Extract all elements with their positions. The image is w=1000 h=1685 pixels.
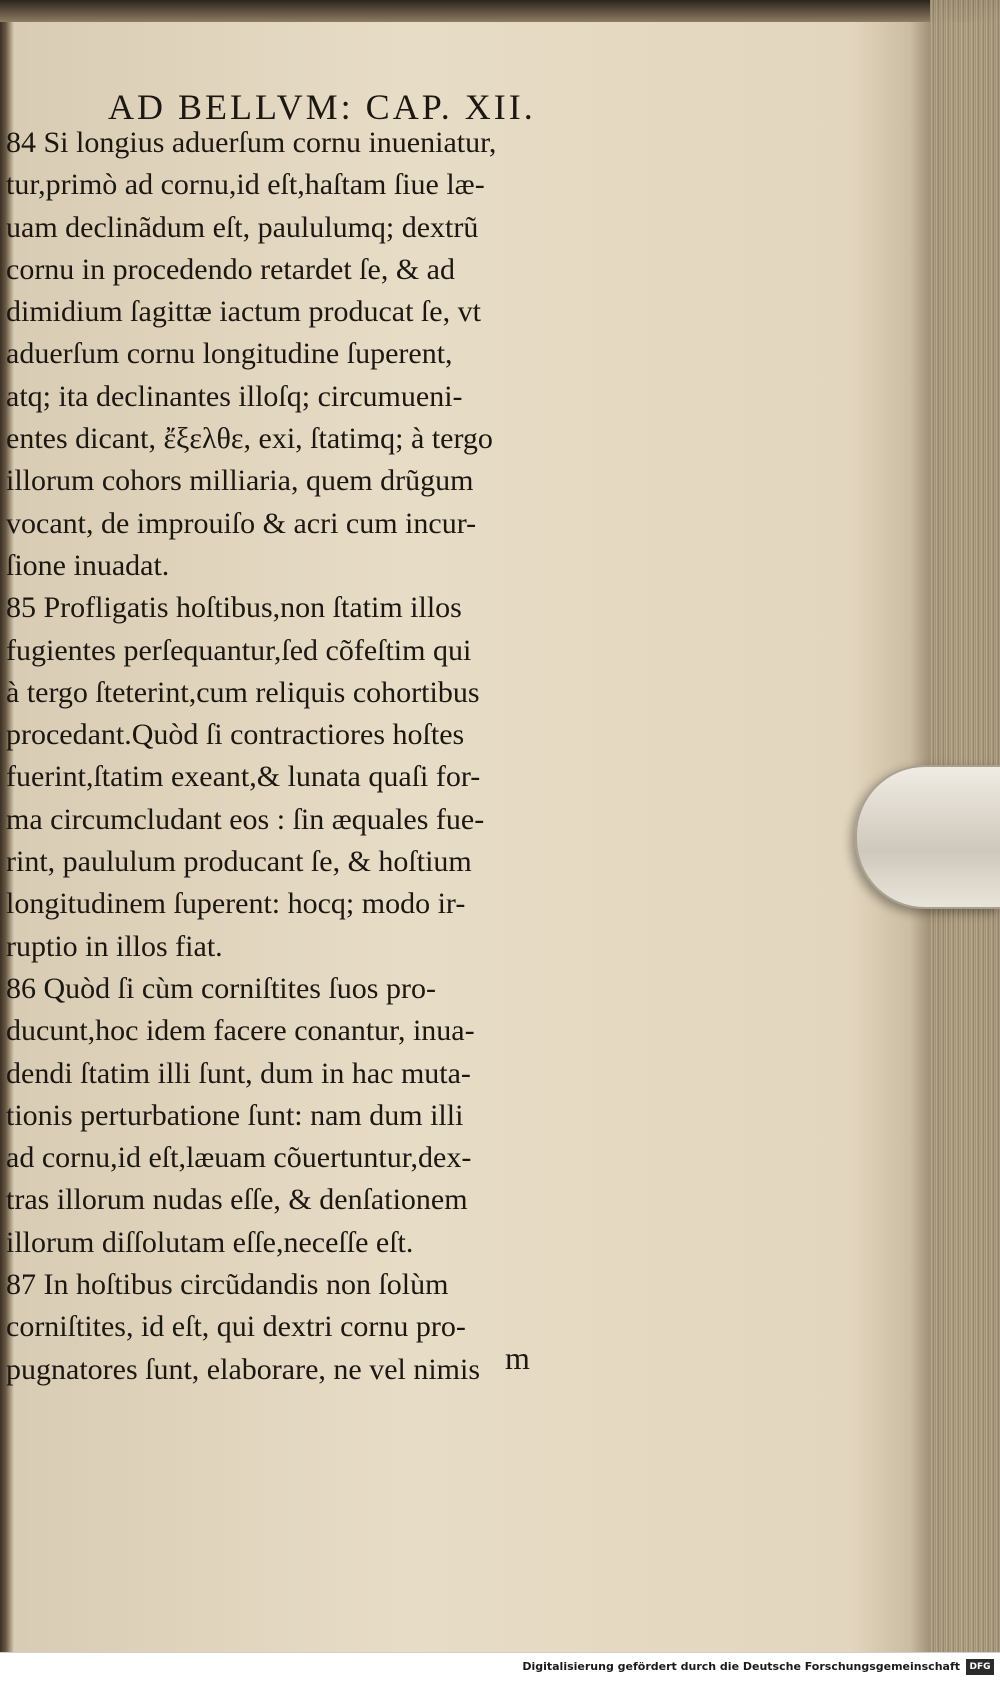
- text-line: illorum diſſolutam eſſe,neceſſe eſt.: [6, 1225, 414, 1259]
- text-line: procedant.Quòd ſi contractiores hoſtes: [6, 718, 465, 752]
- book-clasp: [855, 765, 1000, 909]
- digitization-footer: [0, 1652, 1000, 1685]
- text-line: pugnatores ſunt, elaborare, ne vel nimis: [6, 1352, 481, 1386]
- text-line: entes dicant, ἔξελθε, exi, ſtatimq; à tergo: [6, 422, 493, 456]
- running-head: AD BELLVM: CAP. XII.: [108, 87, 536, 127]
- text-line: ruptio in illos fiat.: [6, 929, 223, 963]
- text-line: ſione inuadat.: [6, 548, 170, 582]
- dfg-logo: DFG: [966, 1659, 994, 1675]
- text-line: dimidium ſagittæ iactum producat ſe, vt: [6, 295, 481, 329]
- funding-credit: Digitalisierung gefördert durch die Deutsche Forschungsgemeinschaft: [522, 1660, 960, 1673]
- text-line: fugientes perſequantur,ſed cõfeſtim qui: [6, 633, 472, 667]
- text-line: à tergo ſteterint,cum reliquis cohortibus: [6, 675, 480, 709]
- text-line: tionis perturbatione ſunt: nam dum illi: [6, 1098, 464, 1132]
- text-line: corniſtites, id eſt, qui dextri cornu pro-: [6, 1310, 466, 1344]
- text-block: [6, 122, 726, 1391]
- text-line: longitudinem ſuperent: hocq; modo ir-: [6, 887, 466, 921]
- text-line: rint, paululum producant ſe, & hoſtium: [6, 845, 472, 879]
- text-line: 85 Profligatis hoſtibus,non ſtatim illos: [6, 591, 462, 625]
- book-top-edge: [0, 0, 1000, 22]
- text-line: aduerſum cornu longitudine ſuperent,: [6, 337, 453, 371]
- text-line: illorum cohors milliaria, quem drũgum: [6, 464, 474, 498]
- text-line: vocant, de improuiſo & acri cum incur-: [6, 506, 477, 540]
- text-line: dendi ſtatim illi ſunt, dum in hac muta-: [6, 1056, 471, 1090]
- catchword: m: [505, 1340, 530, 1376]
- text-line: atq; ita declinantes illoſq; circumueni-: [6, 379, 463, 413]
- text-line: ad cornu,id eſt,læuam cõuertuntur,dex-: [6, 1141, 472, 1175]
- text-line: ma circumcludant eos : ſin æquales fue-: [6, 802, 485, 836]
- text-line: cornu in procedendo retardet ſe, & ad: [6, 252, 455, 286]
- text-line: uam declinãdum eſt, paululumq; dextrũ: [6, 210, 479, 244]
- text-line: fuerint,ſtatim exeant,& lunata quaſi for-: [6, 760, 481, 794]
- text-line: 84 Si longius aduerſum cornu inueniatur,: [6, 126, 497, 159]
- text-line: tur,primò ad cornu,id eſt,haſtam ſiue læ-: [6, 168, 485, 202]
- text-line: 86 Quòd ſi cùm corniſtites ſuos pro-: [6, 971, 436, 1005]
- text-line: 87 In hoſtibus circũdandis non ſolùm: [6, 1268, 449, 1302]
- text-line: tras illorum nudas eſſe, & denſationem: [6, 1183, 468, 1217]
- text-line: ducunt,hoc idem facere conantur, inua-: [6, 1014, 475, 1048]
